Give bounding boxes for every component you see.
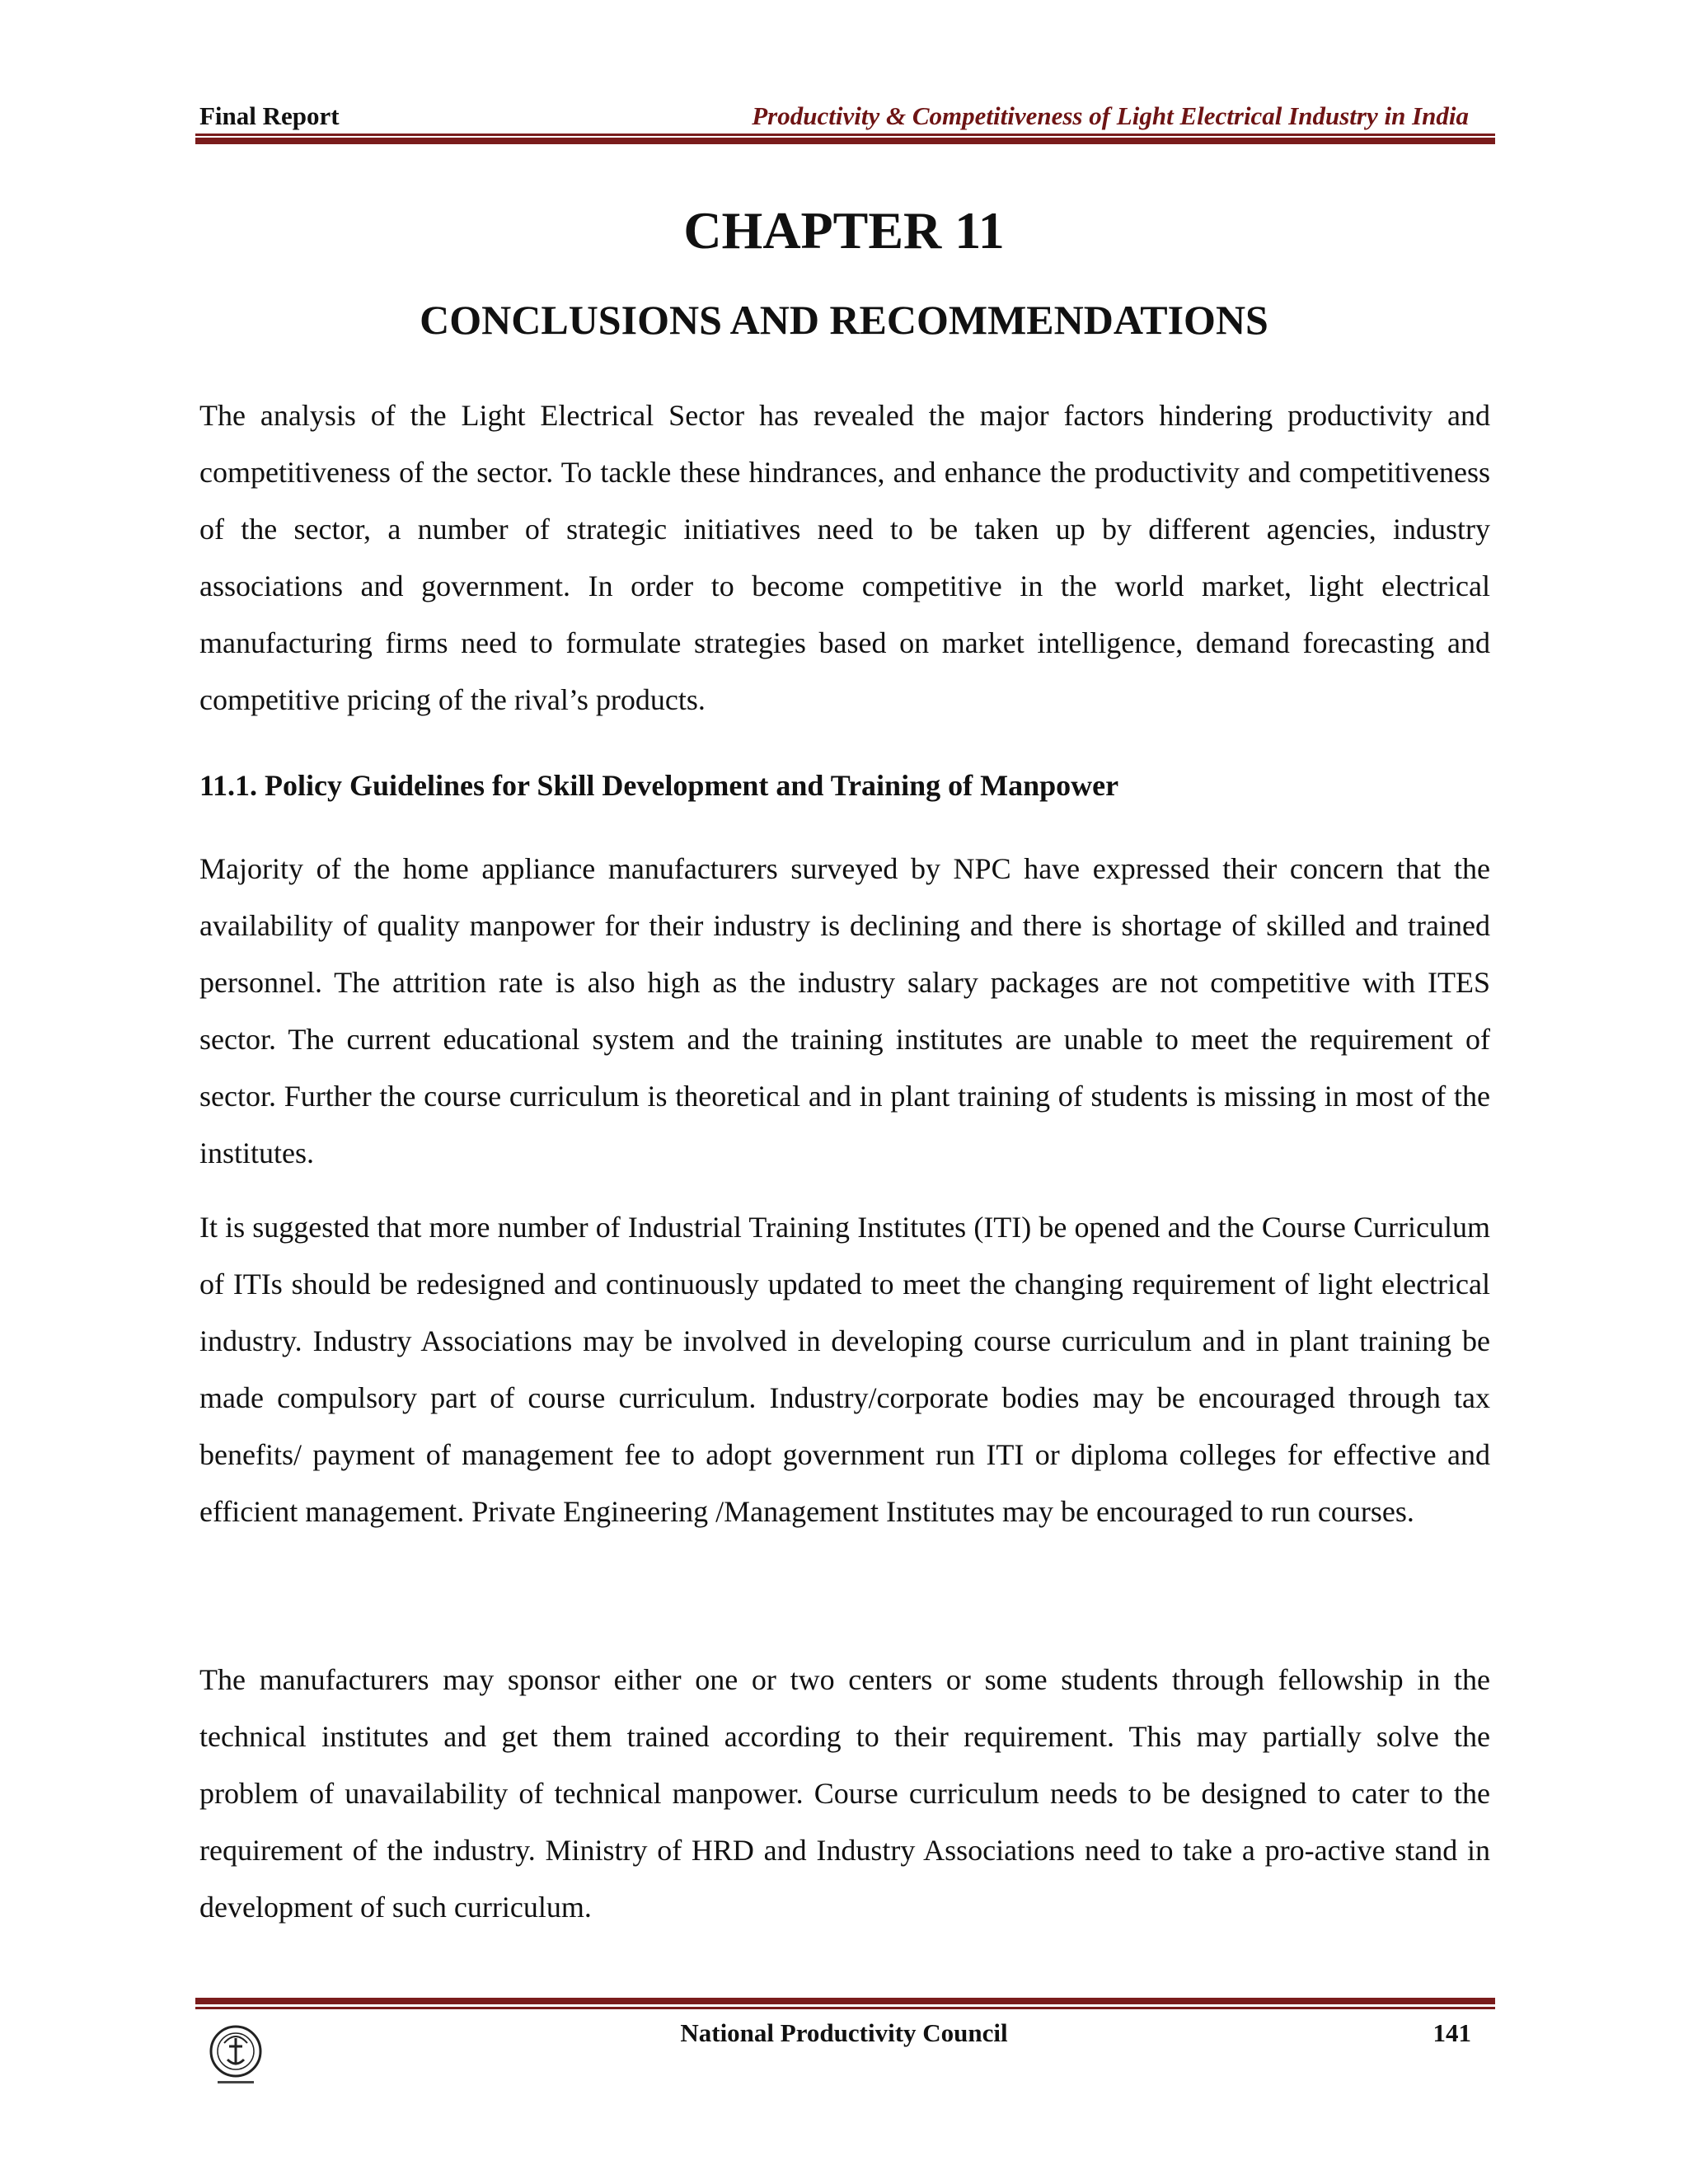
iti-paragraph: It is suggested that more number of Industrial Training Institutes (ITI) be opened and the Course Curriculum of ITIs should be redesigned and continuously updated to meet the changing requirement of light electrical industry. Industry Associations may be involved in developing course curriculum and in plant training be made compulsory part of course curriculum. Industry/corporate bodies may be encouraged through tax benefits/ payment of management fee to adopt government run ITI or diploma colleges for effective and efficient management. Private Engineering /Management Institutes may be encouraged to run courses. — [199, 1211, 1490, 1528]
footer-rule-thick — [195, 1998, 1495, 2004]
header-left-title: Final Report — [199, 101, 340, 130]
header-report-title: Productivity & Competitiveness of Light Electrical Industry in India — [752, 101, 1469, 130]
manpower-paragraph: Majority of the home appliance manufacturers surveyed by NPC have expressed their concern that the availability of quality manpower for their industry is declining and there is shortage of skilled and trained personnel. The attrition rate is also high as the industry salary packages are not competitive with ITES sector. The current educational system and the training institutes are unable to meet the requirement of sector. Further the course curriculum is theoretical and in plant training of students is missing in most of the institutes. — [199, 852, 1490, 1169]
page-number: 141 — [1432, 2018, 1471, 2047]
sponsorship-paragraph: The manufacturers may sponsor either one or two centers or some students through fellowship in the technical institutes and get them trained according to their requirement. This may partially solve the problem of unavailability of technical manpower. Course curriculum needs to be designed to cater to the requirement of the industry. Ministry of HRD and Industry Associations need to take a pro-active stand in development of such curriculum. — [199, 1663, 1490, 1924]
chapter-title: CONCLUSIONS AND RECOMMENDATIONS — [420, 297, 1268, 343]
header-rule-thick — [195, 138, 1495, 144]
intro-paragraph: The analysis of the Light Electrical Sector has revealed the major factors hindering productivity and competitiveness of the sector. To tackle these hindrances, and enhance the productivity and competitiveness of the sector, a number of strategic initiatives need to be taken up by different agencies, industry associations and government. In order to become competitive in the world market, light electrical manufacturing firms need to formulate strategies based on market intelligence, demand forecasting and competitive pricing of the rival’s products. — [199, 399, 1490, 716]
header-rule-thin — [195, 134, 1495, 136]
footer-rule-thin — [195, 2007, 1495, 2009]
chapter-number: CHAPTER 11 — [683, 201, 1005, 260]
section-heading: 11.1. Policy Guidelines for Skill Development and Training of Manpower — [199, 769, 1119, 802]
footer-organization: National Productivity Council — [680, 2018, 1008, 2047]
